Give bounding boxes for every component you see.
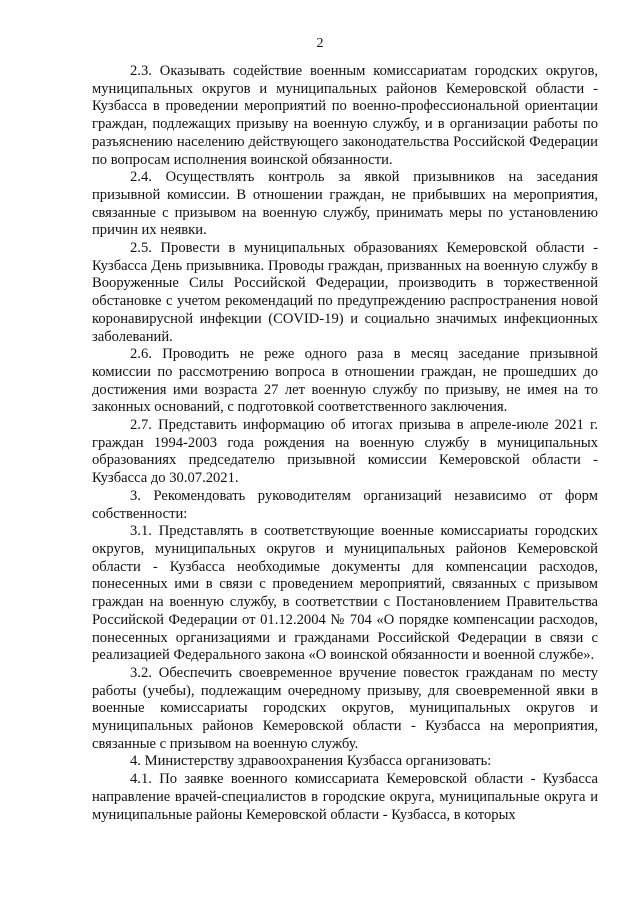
paragraph-2-3: 2.3. Оказывать содействие военным комиссариатам городских округов, муниципальных округов и муниципальных районов Кемеровской области - Кузбасса в проведении мероприятий по военно-профессиональной ориентации граждан, подлежащих призыву на военную службу, и в организации работы по разъяснению населению действующего законодательства Российской Федерации по вопросам исполнения воинской обязанности.	[92, 63, 598, 168]
paragraph-3: 3. Рекомендовать руководителям организаций независимо от форм собственности:	[92, 487, 598, 522]
paragraph-2-4: 2.4. Осуществлять контроль за явкой призывников на заседания призывной комиссии. В отношении граждан, не прибывших на мероприятия, связанные с призывом на военную службу, принимать меры по установлению причин их неявки.	[92, 169, 598, 239]
paragraph-3-1: 3.1. Представлять в соответствующие военные комиссариаты городских округов, муниципальных округов и муниципальных районов Кемеровской области - Кузбасса необходимые документы для компенсации расходов, понесенных ими в связи с проведением мероприятий, связанных с призывом граждан на военную службу, в соответствии с Постановлением Правительства Российской Федерации от 01.12.2004 № 704 «О порядке компенсации расходов, понесенных организациями и гражданами Российской Федерации в связи с реализацией Федерального закона «О воинской обязанности и военной службе».	[92, 523, 598, 664]
paragraph-4-1: 4.1. По заявке военного комиссариата Кемеровской области - Кузбасса направление врачей-специалистов в городские округа, муниципальные округа и муниципальные районы Кемеровской области - Кузбасса, в которых	[92, 771, 598, 823]
paragraph-2-5: 2.5. Провести в муниципальных образованиях Кемеровской области - Кузбасса День призывника. Проводы граждан, призванных на военную службу в Вооруженные Силы Российской Федерации, производить в торжественной обстановке с учетом рекомендаций по предупреждению распространения новой коронавирусной инфекции (COVID-19) и социально значимых инфекционных заболеваний.	[92, 240, 598, 345]
paragraph-4: 4. Министерству здравоохранения Кузбасса организовать:	[130, 753, 492, 770]
paragraph-2-7: 2.7. Представить информацию об итогах призыва в апреле-июле 2021 г. граждан 1994-2003 года рождения на военную службу в муниципальных образованиях председателю призывной комиссии Кемеровской области - Кузбасса до 30.07.2021.	[92, 417, 598, 487]
paragraph-2-6: 2.6. Проводить не реже одного раза в месяц заседание призывной комиссии по рассмотрению вопроса в отношении граждан, не прошедших до достижения ими возраста 27 лет военную службу по призыву, не имея на то законных оснований, с подготовкой соответственного заключения.	[92, 346, 598, 416]
page-number: 2	[316, 36, 324, 51]
document-body	[92, 63, 598, 824]
paragraph-3-2: 3.2. Обеспечить своевременное вручение повесток гражданам по месту работы (учебы), подлежащим очередному призыву, для своевременной явки в военные комиссариаты городских округов, муниципальных округов и муниципальных районов Кемеровской области - Кузбасса на мероприятия, связанные с призывом на военную службу.	[92, 664, 598, 752]
